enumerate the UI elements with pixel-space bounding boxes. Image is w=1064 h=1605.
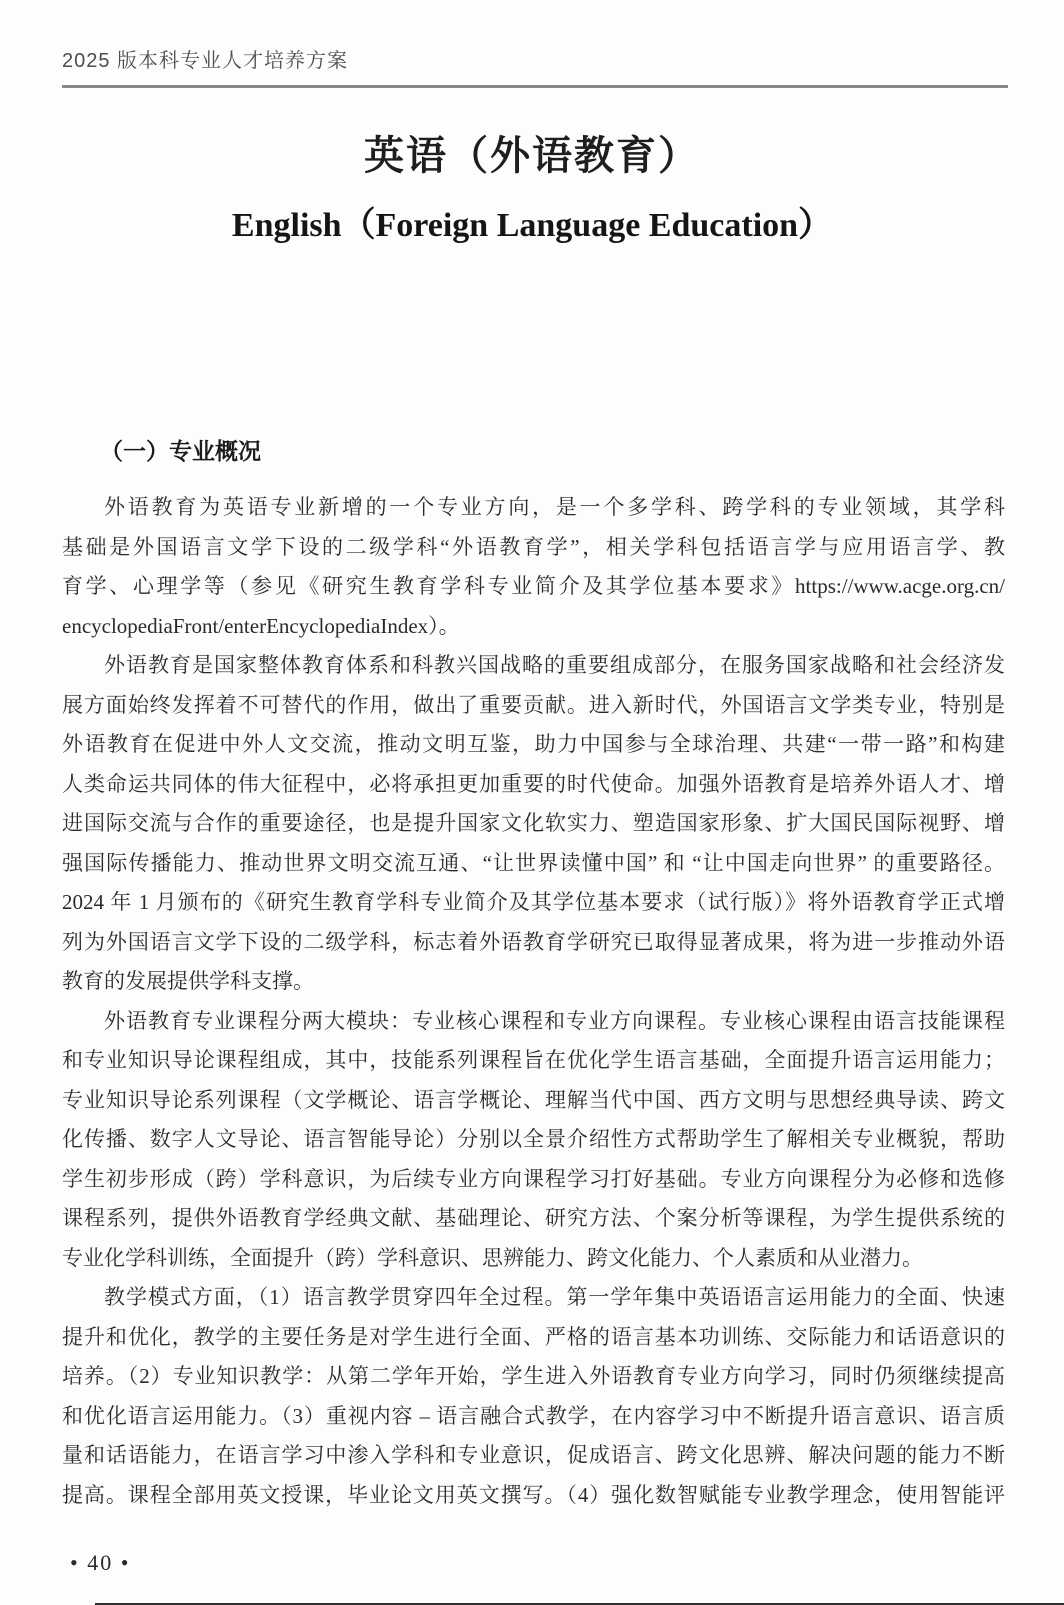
text-line: 人类命运共同体的伟大征程中，必将承担更加重要的时代使命。加强外语教育是培养外语人才、增 [62, 771, 1005, 796]
text-line: 进国际交流与合作的重要途径，也是提升国家文化软实力、塑造国家形象、扩大国民国际视野、增 [62, 811, 1005, 835]
text-line: 提升和优化，教学的主要任务是对学生进行全面、严格的语言基本功训练、交际能力和话语意识的 [62, 1324, 1005, 1349]
text-line: 化传播、数字人文导论、语言智能导论）分别以全景介绍性方式帮助学生了解相关专业概貌，帮助 [62, 1127, 1005, 1151]
text-line: 专业化学科训练，全面提升（跨）学科意识、思辨能力、跨文化能力、个人素质和从业潜力。 [62, 1245, 923, 1270]
text-line: 展方面始终发挥着不可替代的作用，做出了重要贡献。进入新时代，外国语言文学类专业，特别是 [62, 692, 1005, 717]
text-line: encyclopediaFront/enterEncyclopediaIndex）。 [62, 613, 460, 638]
text-line: 基础是外国语言文学下设的二级学科“外语教育学”，相关学科包括语言学与应用语言学、教 [62, 534, 1005, 559]
text-line: 量和话语能力，在语言学习中渗入学科和专业意识，促成语言、跨文化思辨、解决问题的能力不断 [62, 1443, 1005, 1467]
page-subtitle: English（Foreign Language Education） [231, 207, 833, 244]
text-line: 教育的发展提供学科支撑。 [62, 969, 314, 993]
text-line: 课程系列，提供外语教育学经典文献、基础理论、研究方法、个案分析等课程，为学生提供系统的 [62, 1206, 1005, 1230]
body-text [62, 488, 1005, 1515]
text-line: 专业知识导论系列课程（文学概论、语言学概论、理解当代中国、西方文明与思想经典导读、跨文 [62, 1087, 1005, 1112]
text-line: 外语教育为英语专业新增的一个专业方向，是一个多学科、跨学科的专业领域，其学科 [104, 495, 1005, 519]
text-line: 提高。课程全部用英文授课，毕业论文用英文撰写。（4）强化数智赋能专业教学理念，使用智能评 [62, 1482, 1005, 1507]
text-line: 育学、心理学等（参见《研究生教育学科专业简介及其学位基本要求》https://www.acge.org.cn/ [62, 574, 1005, 598]
text-line: 2024 年 1 月颁布的《研究生教育学科专业简介及其学位基本要求（试行版）》将外语教育学正式增 [62, 890, 1005, 914]
text-line: 列为外国语言文学下设的二级学科，标志着外语教育学研究已取得显著成果，将为进一步推动外语 [62, 929, 1005, 954]
page-title: 英语（外语教育） [364, 134, 700, 178]
text-line: 和专业知识导论课程组成，其中，技能系列课程旨在优化学生语言基础，全面提升语言运用能力； [62, 1048, 1005, 1072]
header-rule [62, 85, 1008, 88]
text-line: 学生初步形成（跨）学科意识，为后续专业方向课程学习打好基础。专业方向课程分为必修和选修 [62, 1166, 1005, 1191]
text-line: 和优化语言运用能力。（3）重视内容 – 语言融合式教学，在内容学习中不断提升语言意识、语言质 [62, 1403, 1005, 1428]
text-line: 外语教育在促进中外人文交流，推动文明互鉴，助力中国参与全球治理、共建“一带一路”和构建 [62, 732, 1005, 756]
page-number: • 40 • [70, 1550, 131, 1575]
text-line: 教学模式方面，（1）语言教学贯穿四年全过程。第一学年集中英语语言运用能力的全面、快速 [104, 1285, 1005, 1309]
section-heading: （一）专业概况 [100, 438, 261, 464]
text-line: 培养。（2）专业知识教学：从第二学年开始，学生进入外语教育专业方向学习，同时仍须继续提高 [62, 1364, 1005, 1388]
text-line: 强国际传播能力、推动世界文明交流互通、“让世界读懂中国” 和 “让中国走向世界” 的重要路径。 [62, 850, 1005, 875]
running-header: 2025 版本科专业人才培养方案 [62, 50, 349, 72]
text-line: 外语教育专业课程分两大模块：专业核心课程和专业方向课程。专业核心课程由语言技能课程 [104, 1008, 1005, 1033]
text-line: 外语教育是国家整体教育体系和科教兴国战略的重要组成部分，在服务国家战略和社会经济发 [104, 653, 1005, 677]
